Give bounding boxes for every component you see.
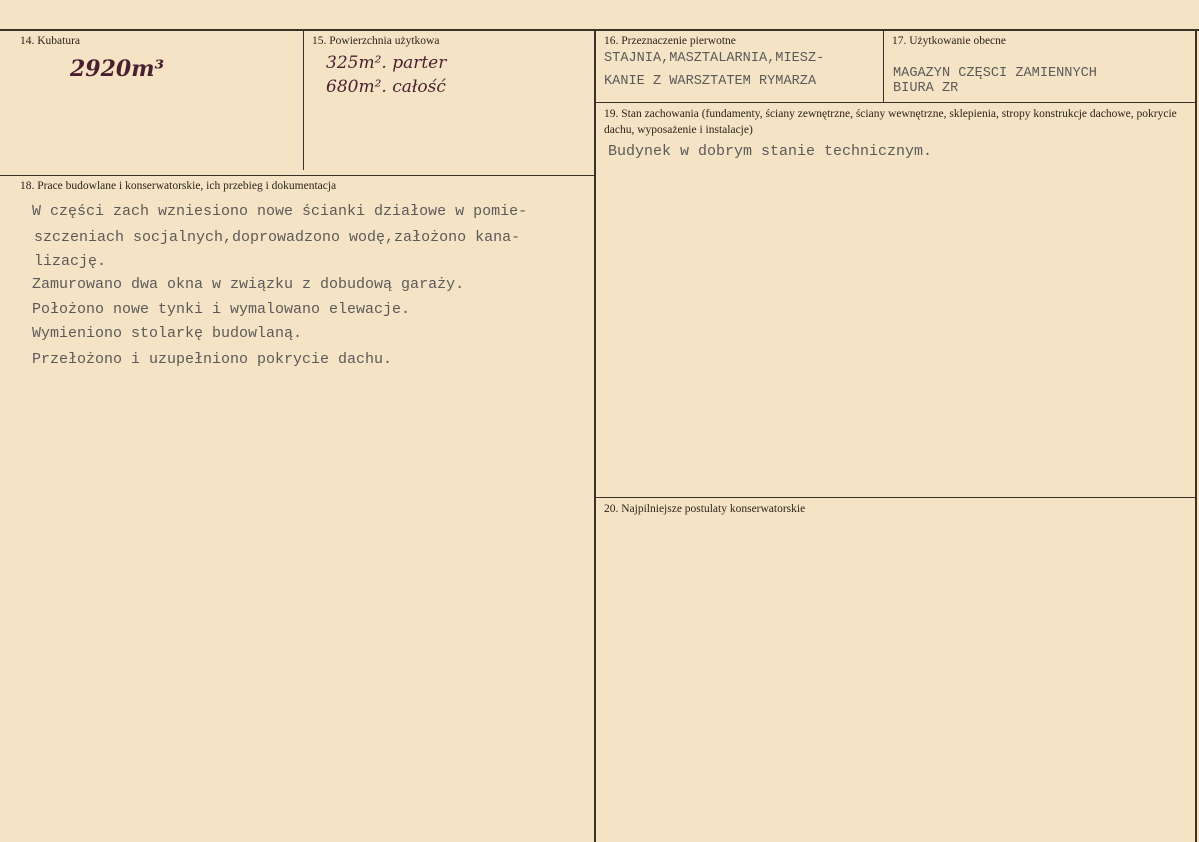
field-19-label: 19. Stan zachowania (fundamenty, ściany zewnętrzne, ściany wewnętrzne, sklepienia, stropy konstrukcje dachowe, pokrycie dachu, wyposażenie i instalacje)	[604, 108, 1177, 136]
field-18-line-3: lizację.	[34, 253, 107, 270]
divider-left-right	[594, 29, 596, 842]
divider-16-17	[883, 29, 884, 102]
field-18-line-1: W części zach wzniesiono nowe ścianki działowe w pomie-	[32, 203, 528, 220]
field-18-line-4: Zamurowano dwa okna w związku z dobudową garaży.	[32, 276, 465, 293]
field-18-label: 18. Prace budowlane i konserwatorskie, ich przebieg i dokumentacja	[20, 180, 337, 192]
field-20-label: 20. Najpilniejsze postulaty konserwatorskie	[604, 503, 806, 515]
hline-row-top-right	[595, 102, 1197, 103]
field-15-value-2: 680m². całość	[326, 77, 446, 97]
field-17-label: 17. Użytkowanie obecne	[892, 35, 1007, 47]
right-border	[1195, 29, 1197, 842]
field-19-value: Budynek w dobrym stanie technicznym.	[608, 143, 933, 160]
field-14-value: 2920m³	[70, 56, 165, 82]
field-15-label: 15. Powierzchnia użytkowa	[312, 35, 440, 47]
field-16-line-1: STAJNIA,MASZTALARNIA,MIESZ-	[604, 51, 825, 66]
divider-14-15	[303, 29, 304, 170]
field-15-value-1: 325m². parter	[326, 53, 447, 73]
hline-19-20	[595, 497, 1197, 498]
field-17-line-1: MAGAZYN CZĘSCI ZAMIENNYCH	[893, 66, 1097, 81]
field-18-line-5: Położono nowe tynki i wymalowano elewacje.	[32, 301, 411, 318]
field-16-label: 16. Przeznaczenie pierwotne	[604, 35, 736, 47]
top-border	[0, 29, 1199, 31]
field-18-line-7: Przełożono i uzupełniono pokrycie dachu.	[32, 351, 393, 368]
hline-row-top-left	[0, 175, 595, 176]
field-18-line-6: Wymieniono stolarkę budowlaną.	[32, 325, 303, 342]
field-17-line-2: BIURA ZR	[893, 81, 959, 96]
field-18-line-2: szczeniach socjalnych,doprowadzono wodę,założono kana-	[34, 229, 521, 246]
field-16-line-2: KANIE Z WARSZTATEM RYMARZA	[604, 74, 817, 89]
field-14-label: 14. Kubatura	[20, 35, 81, 47]
